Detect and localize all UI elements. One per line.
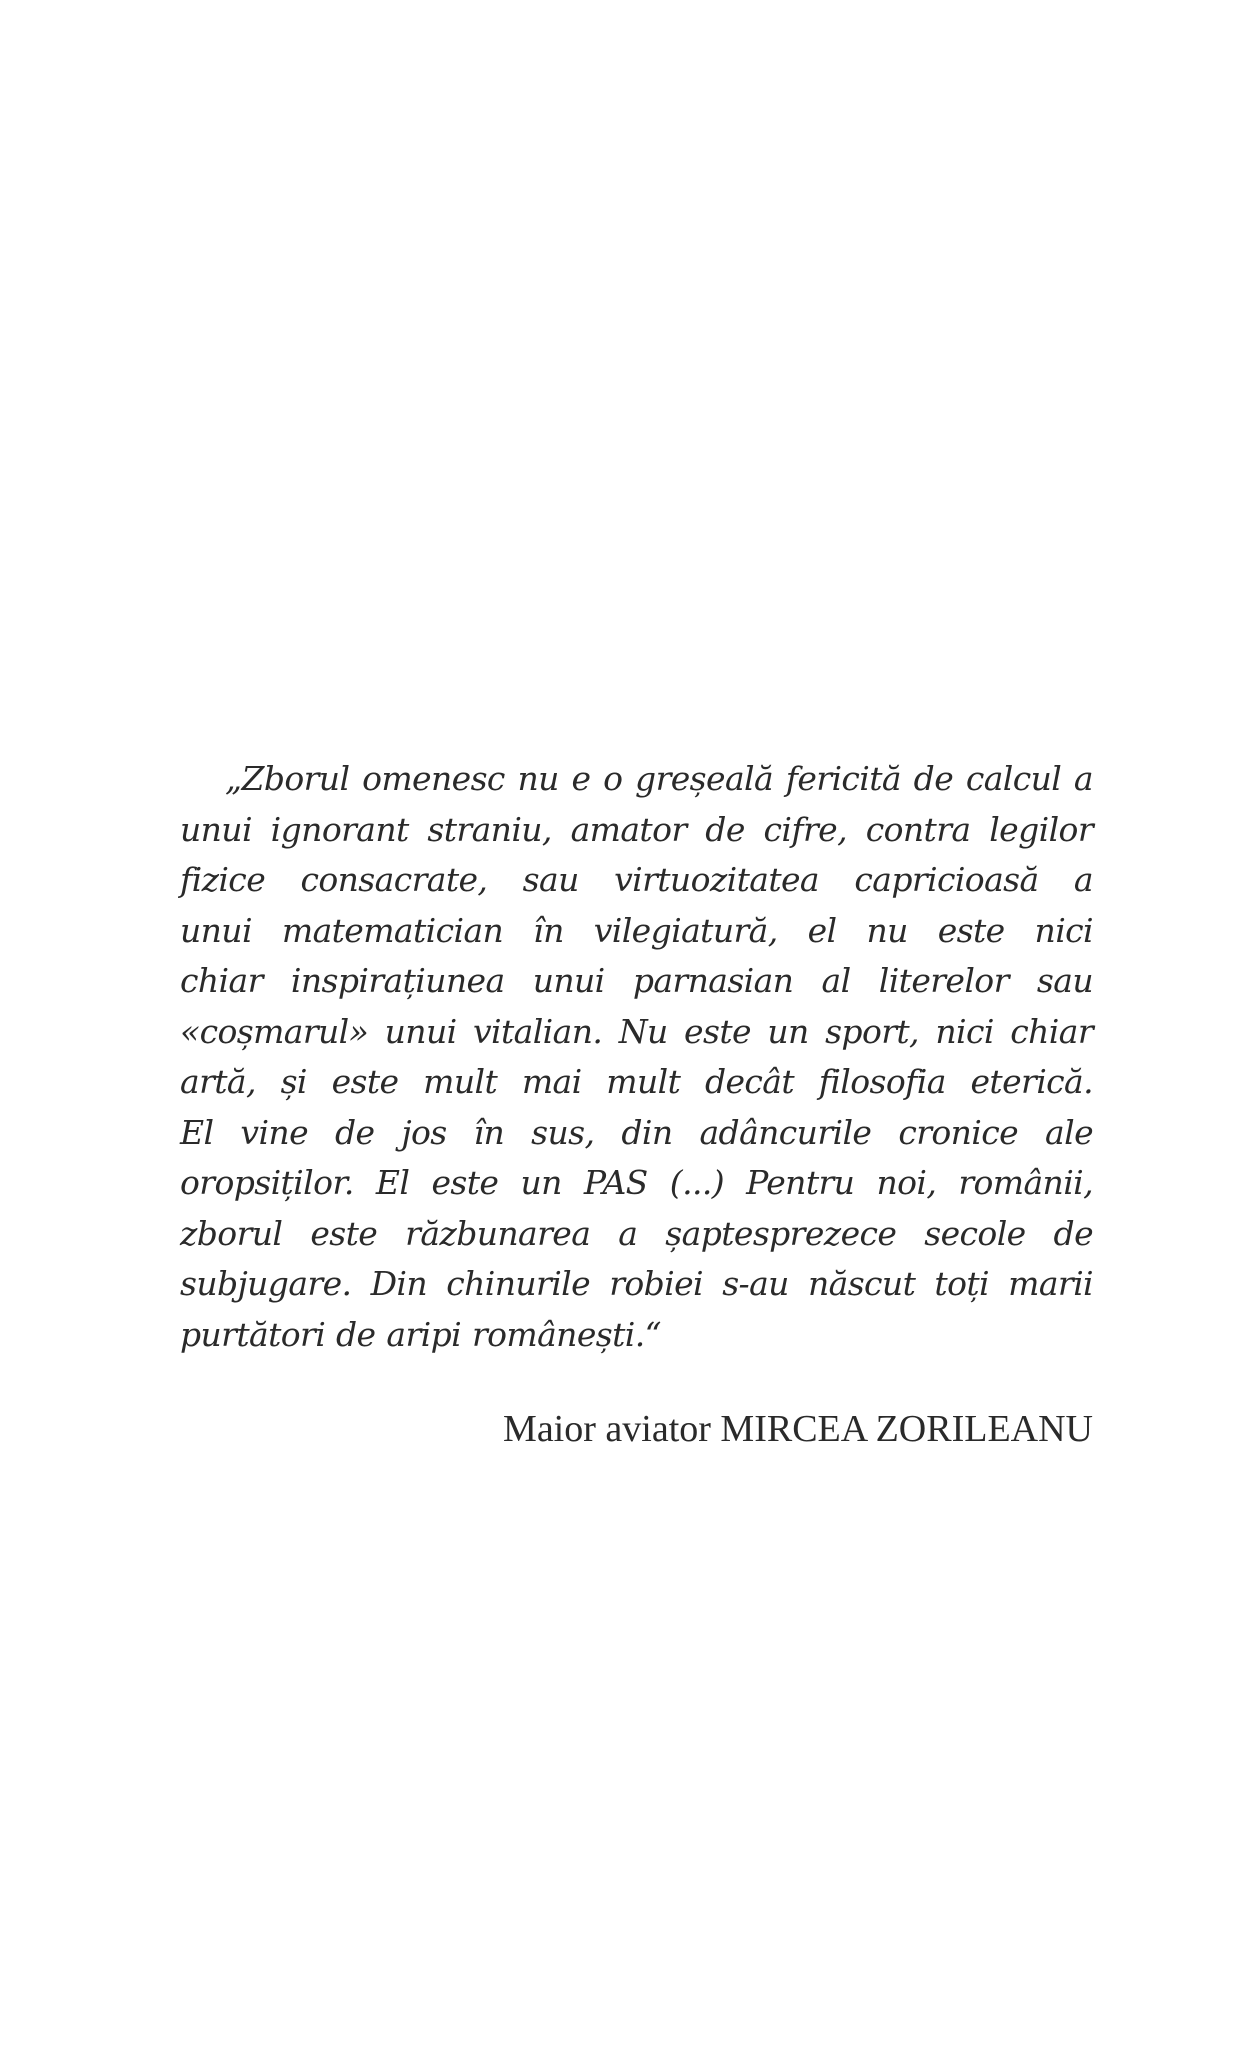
quote-line: artă, și este mult mai mult decât filosofia eterică. bbox=[180, 1062, 1093, 1101]
quote-line: «coșmarul» unui vitalian. Nu este un sport, nici chiar bbox=[180, 1011, 1093, 1051]
quote-line: El vine de jos în sus, din adâncurile cronice ale bbox=[180, 1112, 1093, 1152]
quote-line: „Zborul omenesc nu e o greșeală fericită de calcul a bbox=[225, 759, 1093, 798]
epigraph-quote bbox=[180, 754, 1093, 1360]
quote-line: zborul este răzbunarea a șaptesprezece secole de bbox=[180, 1213, 1093, 1253]
quote-line: chiar inspirațiunea unui parnasian al literelor sau bbox=[180, 961, 1093, 1000]
epigraph bbox=[180, 754, 1093, 1360]
quote-line: purtători de aripi românești.“ bbox=[180, 1314, 661, 1354]
quote-line: oropsiților. El este un PAS (...) Pentru noi, românii, bbox=[180, 1163, 1093, 1202]
epigraph-attribution: Maior aviator MIRCEA ZORILEANU bbox=[503, 1408, 1093, 1450]
quote-line: unui ignorant straniu, amator de cifre, contra legilor bbox=[180, 809, 1093, 849]
quote-line: subjugare. Din chinurile robiei s-au născut toți marii bbox=[180, 1264, 1093, 1303]
quote-line: fizice consacrate, sau virtuozitatea capricioasă a bbox=[180, 860, 1093, 899]
quote-line: unui matematician în vilegiatură, el nu este nici bbox=[180, 910, 1093, 950]
